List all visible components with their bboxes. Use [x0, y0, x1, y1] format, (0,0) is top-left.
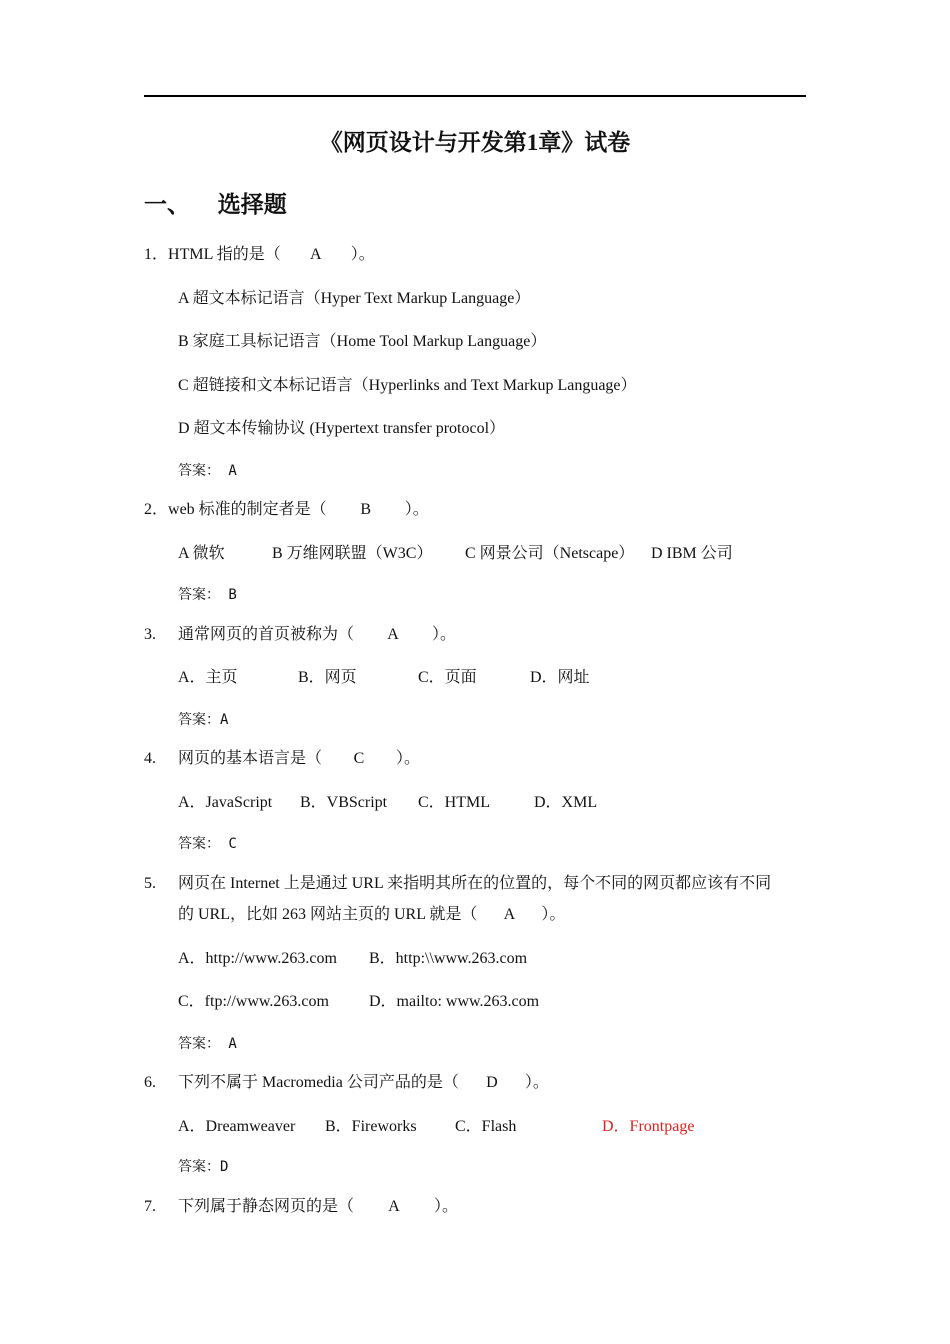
question-answer-fill: A: [503, 906, 516, 923]
option: C 网景公司（Netscape）: [465, 545, 635, 562]
question-number: 6.: [144, 1074, 156, 1091]
question-stem-end: ）。: [350, 246, 375, 263]
option: C 超链接和文本标记语言（Hyperlinks and Text Markup Language）: [178, 377, 637, 394]
question-number: 3.: [144, 626, 156, 643]
option: A 超文本标记语言（Hyper Text Markup Language）: [178, 290, 531, 307]
question-number: 4.: [144, 750, 156, 767]
question-answer-fill: B: [360, 501, 372, 518]
section-heading: [144, 186, 287, 219]
option: B．http:\\www.263.com: [369, 950, 528, 967]
section-number: 一、: [144, 192, 190, 217]
question-stem-end: ）。: [524, 1074, 549, 1091]
option: C．ftp://www.263.com: [178, 993, 329, 1010]
question-stem-end: ）。: [541, 906, 566, 923]
option: A．JavaScript: [178, 794, 273, 811]
option: B．Fireworks: [325, 1118, 417, 1135]
option-highlighted: D．Frontpage: [602, 1118, 695, 1135]
option: D IBM 公司: [651, 545, 733, 562]
question-stem: web 标准的制定者是（: [168, 501, 327, 518]
option: B．网页: [298, 669, 357, 686]
question-2: [144, 500, 429, 520]
option: B 家庭工具标记语言（Home Tool Markup Language）: [178, 333, 547, 350]
option: A．主页: [178, 669, 238, 686]
option: D．网址: [530, 669, 590, 686]
option: A 微软: [178, 545, 225, 562]
question-stem-end: ）。: [434, 1198, 459, 1215]
question-number: 2．: [144, 501, 169, 518]
question-stem-end: ）。: [404, 501, 429, 518]
option: D 超文本传输协议 (Hypertext transfer protocol）: [178, 420, 506, 437]
question-4: [144, 749, 420, 769]
option: B 万维网联盟（W3C）: [272, 545, 433, 562]
question-3: [144, 625, 456, 645]
section-label: 选择题: [217, 192, 287, 217]
question-stem: HTML 指的是（: [168, 246, 281, 263]
option: D．mailto: www.263.com: [369, 993, 540, 1010]
question-stem: 下列不属于 Macromedia 公司产品的是（: [178, 1074, 459, 1091]
answer-line: 答案：D: [178, 1159, 229, 1175]
option: C．页面: [418, 669, 477, 686]
question-1: [144, 245, 375, 265]
option: A．http://www.263.com: [178, 950, 337, 967]
option: A．Dreamweaver: [178, 1118, 296, 1135]
option: B．VBScript: [300, 794, 388, 811]
answer-line: 答案： C: [178, 836, 237, 852]
question-stem-end: ）。: [396, 750, 421, 767]
question-stem: 的 URL，比如 263 网站主页的 URL 就是（: [178, 906, 478, 923]
question-answer-fill: C: [353, 750, 365, 767]
question-number: 1．: [144, 246, 169, 263]
option: C．HTML: [418, 794, 491, 811]
answer-line: 答案：A: [178, 712, 229, 728]
question-answer-fill: A: [388, 1198, 400, 1215]
answer-line: 答案： A: [178, 1036, 237, 1052]
question-number: 5.: [144, 875, 156, 892]
question-answer-fill: A: [309, 246, 322, 263]
question-6: [144, 1073, 549, 1093]
question-5-line-2: [178, 905, 565, 925]
answer-line: 答案： B: [178, 587, 237, 603]
question-stem: 通常网页的首页被称为（: [178, 626, 355, 643]
option: D．XML: [534, 794, 598, 811]
question-stem: 网页的基本语言是（: [178, 750, 323, 767]
question-stem: 下列属于静态网页的是（: [178, 1198, 355, 1215]
question-answer-fill: A: [387, 626, 399, 643]
header-rule: [144, 95, 806, 97]
page-title: 《网页设计与开发第1章》试卷: [319, 130, 631, 155]
question-7: [144, 1197, 458, 1217]
question-5: [144, 874, 771, 894]
option: C．Flash: [455, 1118, 517, 1135]
question-stem-end: ）。: [432, 626, 457, 643]
answer-line: 答案： A: [178, 463, 237, 479]
question-answer-fill: D: [486, 1074, 498, 1091]
question-stem: 网页在 Internet 上是通过 URL 来指明其所在的位置的，每个不同的网页都应该有不同: [178, 875, 772, 892]
question-number: 7.: [144, 1198, 156, 1215]
